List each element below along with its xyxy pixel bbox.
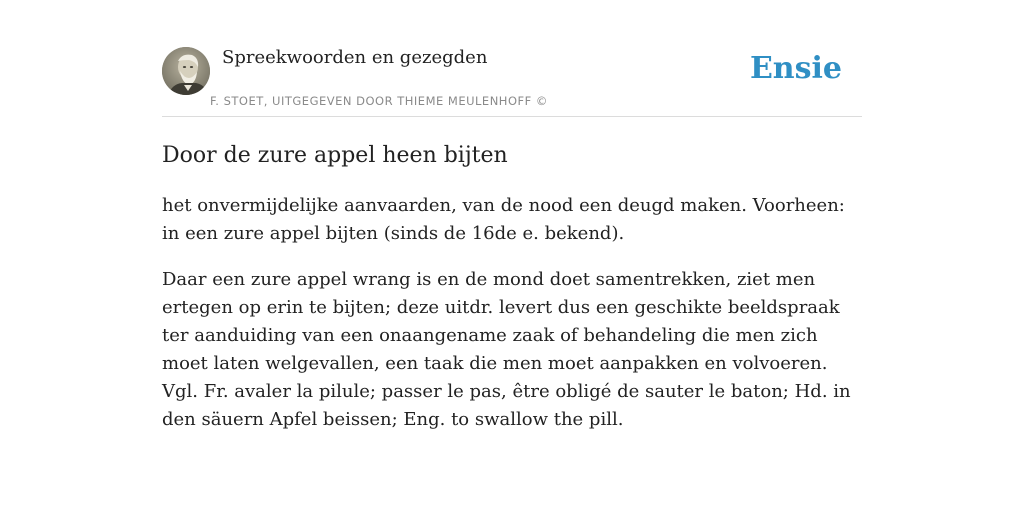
entry-explanation: Daar een zure appel wrang is en de mond doet samentrekken, ziet men ertegen op erin te bijten; deze uitdr. levert dus een geschikte beeldspraak ter aanduiding van een onaangename zaak of behandeling die men zich moet laten welgevallen, een taak die men moet aanpakken en volvoeren. Vgl. Fr. avaler la pilule; passer le pas, être obligé de sauter le baton; Hd. in den säuern Apfel beissen; Eng. to swallow the pill. xyxy=(162,269,851,430)
entry-title: Door de zure appel heen bijten xyxy=(162,143,508,168)
author-portrait-icon[interactable] xyxy=(162,47,210,95)
portrait-illustration xyxy=(162,47,210,95)
book-title-link[interactable]: Spreekwoorden en gezegden xyxy=(222,47,488,68)
entry-definition: het onvermijdelijke aanvaarden, van de nood een deugd maken. Voorheen: in een zure appel bijten (sinds de 16de e. bekend). xyxy=(162,195,845,244)
entry-card xyxy=(162,40,862,434)
ensie-logo-link[interactable]: Ensie xyxy=(749,51,842,86)
publisher-credit: F. STOET, UITGEGEVEN DOOR THIEME MEULENHOFF © xyxy=(210,94,548,108)
source-header xyxy=(162,40,862,117)
